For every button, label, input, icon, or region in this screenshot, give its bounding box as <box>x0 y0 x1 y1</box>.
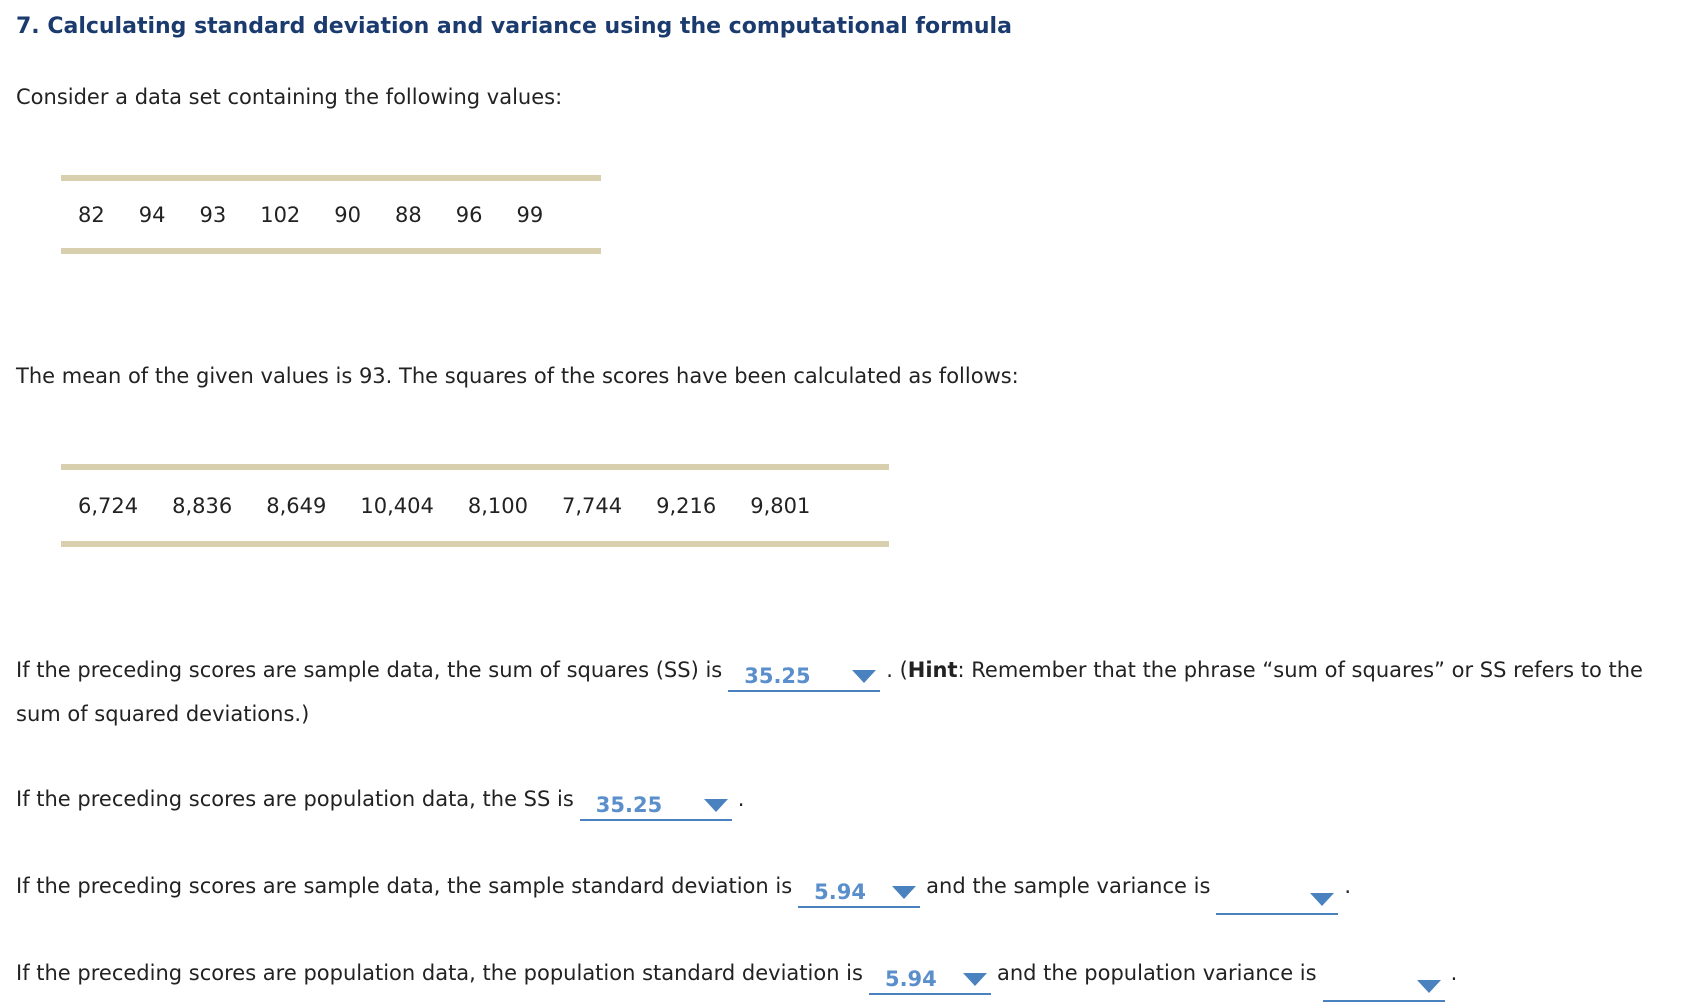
chevron-down-icon <box>704 799 728 812</box>
population-sd-dropdown[interactable] <box>869 965 991 995</box>
values-table <box>61 175 601 254</box>
dropdown-selected-value: 5.94 <box>814 880 866 904</box>
square-cell: 9,801 <box>750 493 811 518</box>
sample-ss-dropdown[interactable] <box>728 662 880 692</box>
intro-text: Consider a data set containing the following values: <box>16 85 563 109</box>
sample-variance-dropdown[interactable] <box>1216 885 1338 915</box>
value-cell: 88 <box>395 202 422 227</box>
squares-table <box>61 464 889 547</box>
sample-sd-dropdown[interactable] <box>798 878 920 908</box>
population-variance-dropdown[interactable] <box>1323 972 1445 1002</box>
dropdown-selected-value: 35.25 <box>595 793 663 817</box>
value-cell: 102 <box>260 202 301 227</box>
square-cell: 8,100 <box>467 493 528 518</box>
question-sample-ss <box>16 648 1666 736</box>
value-cell: 82 <box>78 202 105 227</box>
question-population-ss <box>16 785 744 815</box>
square-cell: 10,404 <box>360 493 434 518</box>
value-cell: 96 <box>455 202 483 227</box>
chevron-down-icon <box>892 886 916 899</box>
question-sample-sd <box>16 872 1351 909</box>
q4-after: . <box>1450 961 1458 985</box>
chevron-down-icon <box>1417 980 1441 993</box>
square-cell: 6,724 <box>78 493 139 518</box>
q4-middle: and the population variance is <box>996 961 1317 985</box>
square-cell: 8,836 <box>172 493 233 518</box>
q1-text: If the preceding scores are sample data, the sum of squares (SS) is <box>16 658 723 682</box>
value-cell: 93 <box>199 202 227 227</box>
q2-after: . <box>737 787 745 811</box>
chevron-down-icon <box>852 670 876 683</box>
q3-text: If the preceding scores are sample data, the sample standard deviation is <box>16 874 793 898</box>
population-ss-dropdown[interactable] <box>580 791 732 821</box>
q4-text: If the preceding scores are population data, the population standard deviation is <box>16 961 863 985</box>
chevron-down-icon <box>1310 893 1334 906</box>
page-title: 7. Calculating standard deviation and variance using the computational formula <box>16 14 1012 39</box>
q3-after: . <box>1344 874 1352 898</box>
value-cell: 90 <box>334 202 362 227</box>
dropdown-selected-value: 5.94 <box>884 967 937 991</box>
question-population-sd <box>16 959 1457 996</box>
hint-text: : Remember that the phrase “sum of squares” or SS refers to the sum of squared deviations.) <box>16 658 1643 726</box>
q2-text: If the preceding scores are population data, the SS is <box>16 787 574 811</box>
chevron-down-icon <box>963 973 987 986</box>
q3-middle: and the sample variance is <box>926 874 1211 898</box>
hint-label: Hint <box>907 658 958 682</box>
value-cell: 99 <box>516 202 544 227</box>
value-cell: 94 <box>138 202 166 227</box>
mean-text: The mean of the given values is 93. The squares of the scores have been calculated as follows: <box>16 364 1019 388</box>
dropdown-selected-value: 35.25 <box>744 664 811 688</box>
square-cell: 9,216 <box>656 493 717 518</box>
square-cell: 8,649 <box>266 493 327 518</box>
square-cell: 7,744 <box>561 493 623 518</box>
q1-after: . ( <box>886 658 908 682</box>
